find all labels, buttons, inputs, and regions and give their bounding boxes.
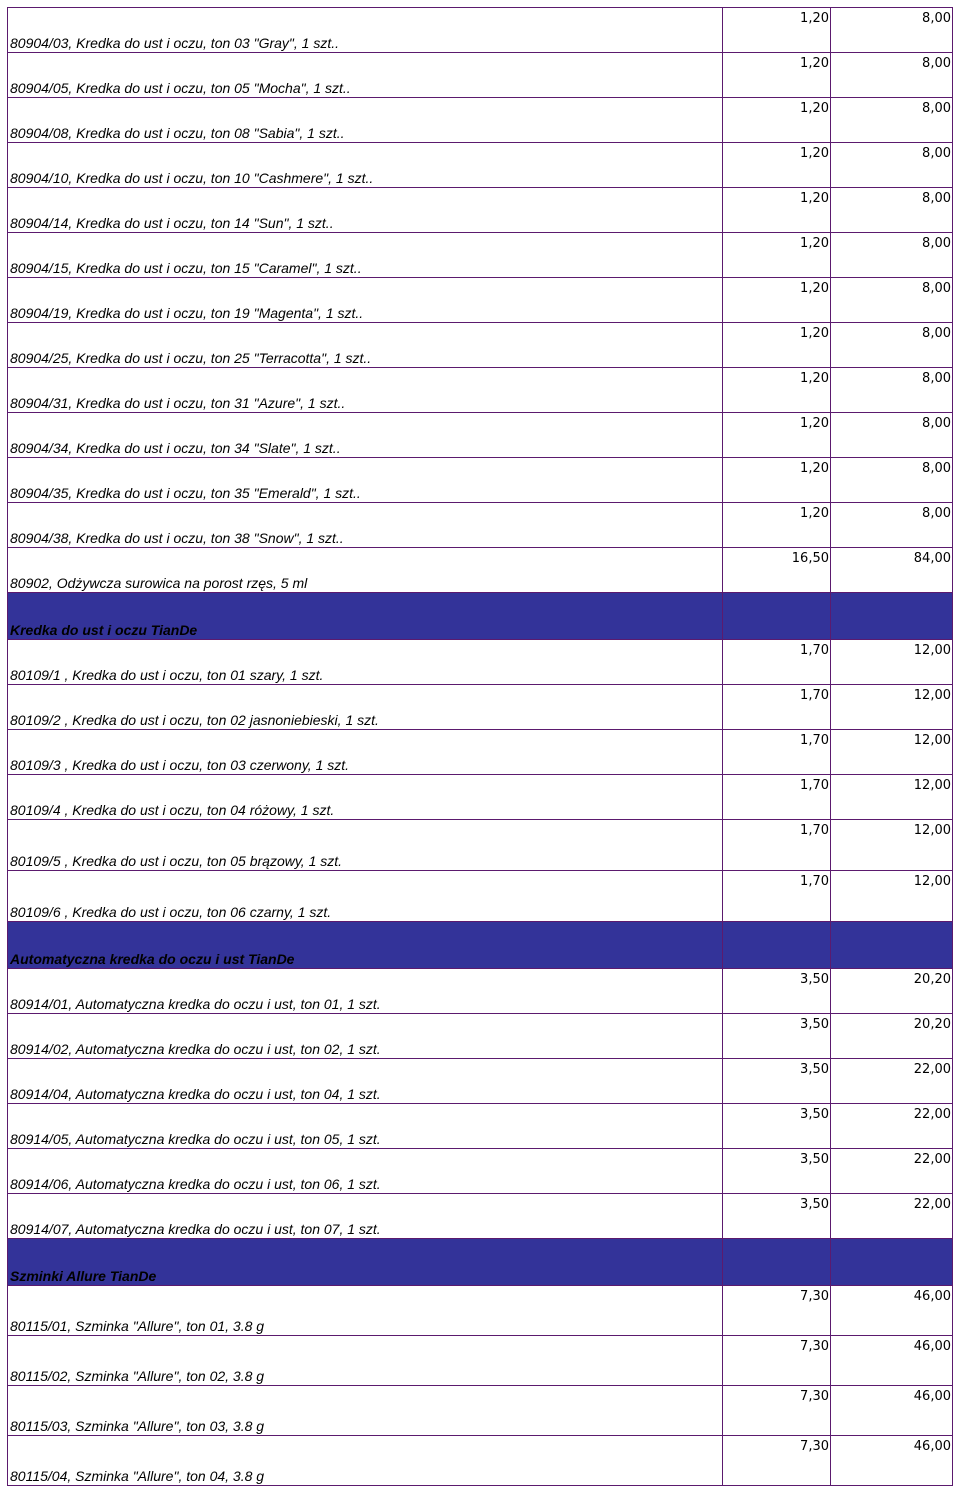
product-name: 80109/6 , Kredka do ust i oczu, ton 06 czarny, 1 szt. (8, 871, 723, 922)
price-col-2: 8,00 (831, 323, 953, 368)
price-col-1: 1,70 (723, 730, 831, 775)
price-col-1: 7,30 (723, 1336, 831, 1386)
product-name: 80109/4 , Kredka do ust i oczu, ton 04 różowy, 1 szt. (8, 775, 723, 820)
price-col-2: 84,00 (831, 548, 953, 593)
product-name: 80914/05, Automatyczna kredka do oczu i ust, ton 05, 1 szt. (8, 1104, 723, 1149)
price-col-2: 12,00 (831, 871, 953, 922)
price-col-2: 8,00 (831, 8, 953, 53)
product-name: 80904/38, Kredka do ust i oczu, ton 38 "Snow", 1 szt.. (8, 503, 723, 548)
table-row (8, 640, 953, 685)
price-col-2: 12,00 (831, 820, 953, 871)
product-name: 80904/34, Kredka do ust i oczu, ton 34 "Slate", 1 szt.. (8, 413, 723, 458)
price-col-2: 8,00 (831, 413, 953, 458)
product-name: 80904/25, Kredka do ust i oczu, ton 25 "Terracotta", 1 szt.. (8, 323, 723, 368)
table-row (8, 8, 953, 53)
category-title: Szminki Allure TianDe (8, 1239, 723, 1286)
price-col-1: 1,20 (723, 503, 831, 548)
price-col-2: 22,00 (831, 1104, 953, 1149)
price-col-2: 46,00 (831, 1436, 953, 1486)
table-row (8, 730, 953, 775)
table-row (8, 1386, 953, 1436)
table-row (8, 820, 953, 871)
table-row (8, 368, 953, 413)
price-col-2: 46,00 (831, 1286, 953, 1336)
price-col-2: 20,20 (831, 1014, 953, 1059)
category-title: Kredka do ust i oczu TianDe (8, 593, 723, 640)
table-row (8, 685, 953, 730)
product-name: 80115/02, Szminka "Allure", ton 02, 3.8 g (8, 1336, 723, 1386)
table-row (8, 1059, 953, 1104)
product-name: 80914/07, Automatyczna kredka do oczu i ust, ton 07, 1 szt. (8, 1194, 723, 1239)
price-col-1: 1,70 (723, 775, 831, 820)
table-row (8, 548, 953, 593)
category-fill (723, 922, 831, 969)
category-fill (723, 1239, 831, 1286)
product-name: 80904/08, Kredka do ust i oczu, ton 08 "Sabia", 1 szt.. (8, 98, 723, 143)
price-col-1: 1,20 (723, 323, 831, 368)
price-col-1: 3,50 (723, 1014, 831, 1059)
product-name: 80109/3 , Kredka do ust i oczu, ton 03 czerwony, 1 szt. (8, 730, 723, 775)
product-name: 80914/06, Automatyczna kredka do oczu i ust, ton 06, 1 szt. (8, 1149, 723, 1194)
price-col-2: 8,00 (831, 503, 953, 548)
price-col-1: 1,20 (723, 368, 831, 413)
category-header-row (8, 593, 953, 640)
table-row (8, 1336, 953, 1386)
price-col-1: 3,50 (723, 1104, 831, 1149)
table-row (8, 1104, 953, 1149)
price-col-2: 8,00 (831, 98, 953, 143)
table-row (8, 143, 953, 188)
product-name: 80904/03, Kredka do ust i oczu, ton 03 "Gray", 1 szt.. (8, 8, 723, 53)
price-col-2: 8,00 (831, 278, 953, 323)
category-fill (831, 593, 953, 640)
price-col-2: 8,00 (831, 368, 953, 413)
table-row (8, 503, 953, 548)
product-name: 80109/1 , Kredka do ust i oczu, ton 01 szary, 1 szt. (8, 640, 723, 685)
product-name: 80109/2 , Kredka do ust i oczu, ton 02 jasnoniebieski, 1 szt. (8, 685, 723, 730)
price-col-2: 46,00 (831, 1386, 953, 1436)
product-name: 80914/04, Automatyczna kredka do oczu i ust, ton 04, 1 szt. (8, 1059, 723, 1104)
table-row (8, 53, 953, 98)
table-row (8, 1286, 953, 1336)
price-col-1: 1,20 (723, 188, 831, 233)
product-name: 80109/5 , Kredka do ust i oczu, ton 05 brązowy, 1 szt. (8, 820, 723, 871)
product-name: 80115/04, Szminka "Allure", ton 04, 3.8 g (8, 1436, 723, 1486)
table-row (8, 98, 953, 143)
table-row (8, 458, 953, 503)
price-col-2: 22,00 (831, 1059, 953, 1104)
category-fill (831, 1239, 953, 1286)
product-name: 80914/02, Automatyczna kredka do oczu i ust, ton 02, 1 szt. (8, 1014, 723, 1059)
price-col-2: 12,00 (831, 730, 953, 775)
product-name: 80115/03, Szminka "Allure", ton 03, 3.8 g (8, 1386, 723, 1436)
category-fill (831, 922, 953, 969)
table-row (8, 871, 953, 922)
price-col-2: 8,00 (831, 188, 953, 233)
price-col-2: 12,00 (831, 685, 953, 730)
price-col-1: 1,20 (723, 278, 831, 323)
table-row (8, 775, 953, 820)
price-col-1: 1,20 (723, 8, 831, 53)
price-col-2: 46,00 (831, 1336, 953, 1386)
table-row (8, 1194, 953, 1239)
price-col-1: 3,50 (723, 969, 831, 1014)
price-col-2: 8,00 (831, 458, 953, 503)
product-name: 80115/01, Szminka "Allure", ton 01, 3.8 g (8, 1286, 723, 1336)
category-fill (723, 593, 831, 640)
table-row (8, 1014, 953, 1059)
price-col-1: 7,30 (723, 1436, 831, 1486)
table-row (8, 278, 953, 323)
product-name: 80904/35, Kredka do ust i oczu, ton 35 "Emerald", 1 szt.. (8, 458, 723, 503)
category-header-row (8, 1239, 953, 1286)
table-row (8, 188, 953, 233)
price-col-1: 7,30 (723, 1386, 831, 1436)
price-col-1: 1,70 (723, 871, 831, 922)
price-col-1: 16,50 (723, 548, 831, 593)
price-col-1: 7,30 (723, 1286, 831, 1336)
price-col-1: 3,50 (723, 1194, 831, 1239)
price-col-1: 1,70 (723, 685, 831, 730)
table-row (8, 233, 953, 278)
price-col-1: 1,20 (723, 413, 831, 458)
table-row (8, 413, 953, 458)
price-col-2: 20,20 (831, 969, 953, 1014)
price-col-2: 8,00 (831, 233, 953, 278)
price-col-1: 1,20 (723, 53, 831, 98)
price-col-2: 12,00 (831, 640, 953, 685)
table-row (8, 1436, 953, 1486)
product-name: 80902, Odżywcza surowica na porost rzęs, 5 ml (8, 548, 723, 593)
price-col-1: 1,20 (723, 143, 831, 188)
product-name: 80904/31, Kredka do ust i oczu, ton 31 "Azure", 1 szt.. (8, 368, 723, 413)
product-name: 80914/01, Automatyczna kredka do oczu i ust, ton 01, 1 szt. (8, 969, 723, 1014)
table-row (8, 969, 953, 1014)
product-name: 80904/15, Kredka do ust i oczu, ton 15 "Caramel", 1 szt.. (8, 233, 723, 278)
product-name: 80904/19, Kredka do ust i oczu, ton 19 "Magenta", 1 szt.. (8, 278, 723, 323)
price-list-table (7, 7, 953, 1486)
price-col-2: 22,00 (831, 1149, 953, 1194)
product-name: 80904/14, Kredka do ust i oczu, ton 14 "Sun", 1 szt.. (8, 188, 723, 233)
price-col-1: 1,70 (723, 640, 831, 685)
category-header-row (8, 922, 953, 969)
product-name: 80904/05, Kredka do ust i oczu, ton 05 "Mocha", 1 szt.. (8, 53, 723, 98)
price-col-1: 1,20 (723, 458, 831, 503)
price-col-1: 1,20 (723, 233, 831, 278)
price-col-2: 22,00 (831, 1194, 953, 1239)
price-col-2: 12,00 (831, 775, 953, 820)
table-row (8, 323, 953, 368)
table-row (8, 1149, 953, 1194)
product-name: 80904/10, Kredka do ust i oczu, ton 10 "Cashmere", 1 szt.. (8, 143, 723, 188)
price-col-2: 8,00 (831, 53, 953, 98)
price-col-1: 1,70 (723, 820, 831, 871)
price-col-1: 3,50 (723, 1149, 831, 1194)
price-col-2: 8,00 (831, 143, 953, 188)
category-title: Automatyczna kredka do oczu i ust TianDe (8, 922, 723, 969)
price-col-1: 3,50 (723, 1059, 831, 1104)
price-col-1: 1,20 (723, 98, 831, 143)
